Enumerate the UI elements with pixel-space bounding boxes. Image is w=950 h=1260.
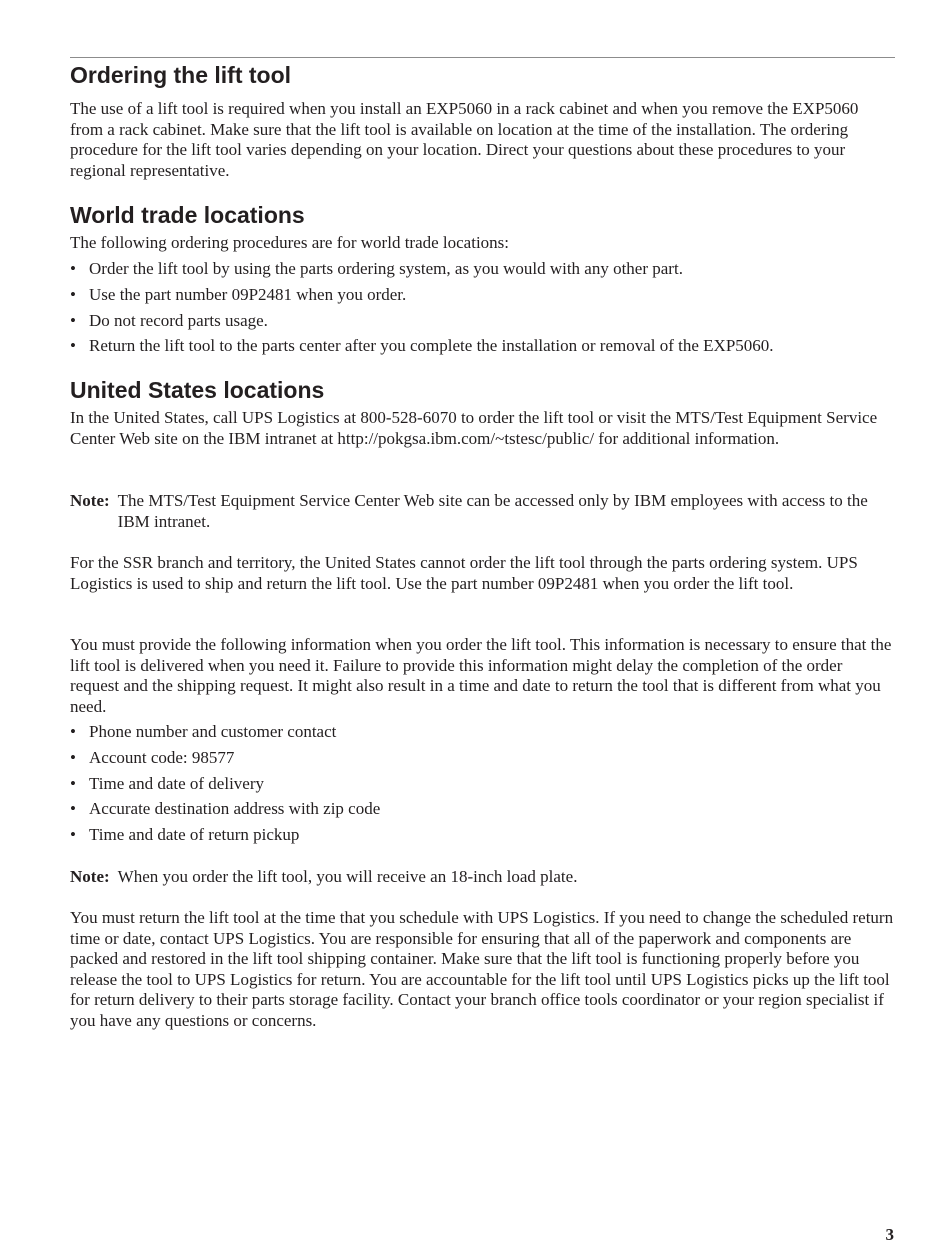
heading-ordering-lift-tool: Ordering the lift tool [70,62,292,88]
note-text: The MTS/Test Equipment Service Center Web site can be accessed only by IBM employees with access to the IBM intranet. [117,491,868,531]
list-item: • Accurate destination address with zip code [70,799,895,820]
us-info-list [70,722,895,851]
list-item: • Time and date of return pickup [70,825,895,846]
us-paragraph-2: For the SSR branch and territory, the United States cannot order the lift tool through the parts ordering system. UPS Logistics is used to ship and return the lift tool. Use the part number 09P2481 when you order the lift tool. [70,553,858,593]
us-paragraph-4: You must return the lift tool at the time that you schedule with UPS Logistics. If you need to change the scheduled return time or date, contact UPS Logistics. You are responsible for ensuring that all of the paperwork and components are packed and restored in the lift tool shipping container. Make sure that the lift tool is functioning properly before you release the tool to UPS Logistics for return. You are accountable for the lift tool until UPS Logistics picks up the lift tool for return delivery to their parts storage facility. Contact your branch office tools coordinator or your region specialist if you have any questions or concerns. [70,908,894,1030]
us-paragraph-1: In the United States, call UPS Logistics at 800-528-6070 to order the lift tool or visit the MTS/Test Equipment Service Center Web site on the IBM intranet at http://pokgsa.ibm.com/~tstesc/public/ for additional information. [70,408,878,448]
page-number: 3 [885,1225,894,1244]
note-intranet [70,491,895,532]
list-item: • Time and date of delivery [70,774,895,795]
world-trade-list [70,259,895,362]
list-item: • Phone number and customer contact [70,722,895,743]
note-label: Note: [70,491,110,510]
list-item: • Order the lift tool by using the parts ordering system, as you would with any other part. [70,259,895,280]
list-item: • Account code: 98577 [70,748,895,769]
heading-world-trade: World trade locations [70,202,305,228]
note-label: Note: [70,867,110,886]
header-rule [70,57,895,58]
list-item: • Return the lift tool to the parts center after you complete the installation or removal of the EXP5060. [70,336,895,357]
list-item: • Use the part number 09P2481 when you order. [70,285,895,306]
us-paragraph-3: You must provide the following information when you order the lift tool. This information is necessary to ensure that the lift tool is delivered when you need it. Failure to provide this information might delay the completion of the order request and the shipping request. It might also result in a time and date to return the tool that is different from what you need. [70,635,892,716]
note-load-plate [70,867,895,888]
note-text: When you order the lift tool, you will receive an 18-inch load plate. [117,867,578,886]
intro-paragraph: The use of a lift tool is required when you install an EXP5060 in a rack cabinet and when you remove the EXP5060 from a rack cabinet. Make sure that the lift tool is available on location at the time of the installation. The ordering procedure for the lift tool varies depending on your location. Direct your questions about these procedures to your regional representative. [70,99,859,180]
list-item: • Do not record parts usage. [70,311,895,332]
world-trade-intro: The following ordering procedures are for world trade locations: [70,233,510,252]
heading-united-states: United States locations [70,377,325,403]
